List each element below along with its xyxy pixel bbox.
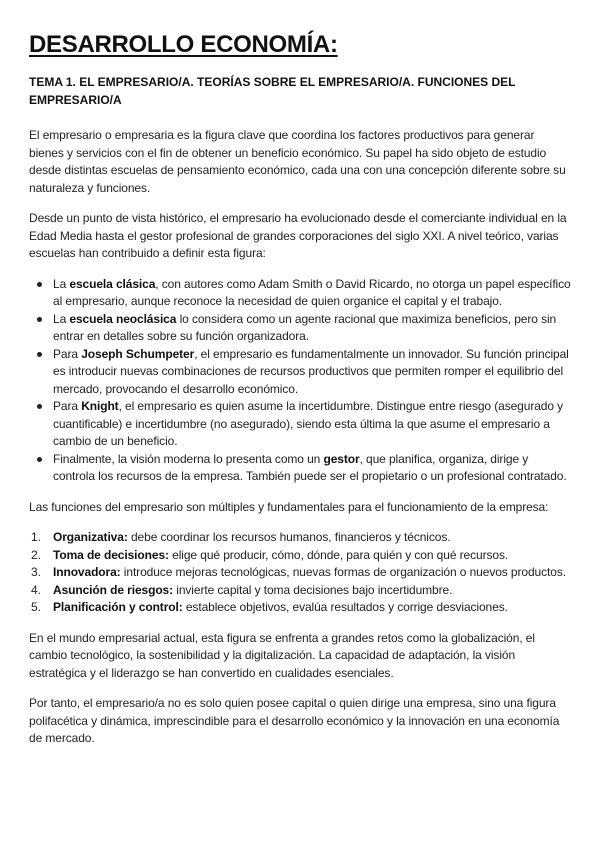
function-item-innovadora: 3. Innovadora: introduce mejoras tecnológicas, nuevas formas de organización o nuevos productos.	[31, 565, 566, 579]
bullet-icon	[37, 317, 42, 322]
school-item-classical: La escuela clásica, con autores como Adam Smith o David Ricardo, no otorga un papel específico al empresario, aunque reconoce la necesidad de quien organice el capital y el trabajo.	[29, 276, 572, 311]
schools-list	[29, 276, 572, 486]
history-paragraph: Desde un punto de vista histórico, el empresario ha evolucionado desde el comerciante individual en la Edad Media hasta el gestor profesional de grandes corporaciones del siglo XXI. A nivel teórico, varias escuelas han contribuido a definir esta figura:	[29, 211, 567, 260]
document-title: DESARROLLO ECONOMÍA:	[29, 31, 338, 58]
conclusion-paragraph: Por tanto, el empresario/a no es solo quien posee capital o quien dirige una empresa, sino una figura polifacética y dinámica, imprescindible para el desarrollo económico y la innovación en una economía de mercado.	[29, 696, 560, 745]
function-item-riesgos: 4. Asunción de riesgos: invierte capital y toma decisiones bajo incertidumbre.	[31, 582, 453, 597]
bullet-icon	[37, 404, 42, 409]
intro-paragraph: El empresario o empresaria es la figura clave que coordina los factores productivos para generar bienes y servicios con el fin de obtener un beneficio económico. Su papel ha sido objeto de estudio desde distintas escuelas de pensamiento económico, cada una con una concepción diferente sobre su naturaleza y funciones.	[29, 128, 566, 195]
bullet-icon	[37, 457, 42, 462]
school-item-neoclassical: La escuela neoclásica lo considera como un agente racional que maximiza beneficios, pero sin entrar en detalles sobre su función organizadora.	[29, 311, 572, 346]
functions-list	[29, 529, 572, 617]
challenges-paragraph: En el mundo empresarial actual, esta figura se enfrenta a grandes retos como la globalización, el cambio tecnológico, la sostenibilidad y la digitalización. La capacidad de adaptación, la visión estratégica y el liderazgo se han convertido en cualidades esenciales.	[29, 630, 535, 680]
functions-intro-paragraph: Las funciones del empresario son múltiples y fundamentales para el funcionamiento de la empresa:	[29, 499, 549, 514]
bullet-icon	[37, 352, 42, 357]
school-item-schumpeter: Para Joseph Schumpeter, el empresario es fundamentalmente un innovador. Su función principal es introducir nuevas combinaciones de recursos productivos que permiten romper el equilibrio del mercado, provocando el desarrollo económico.	[29, 346, 572, 399]
topic-heading: TEMA 1. EL EMPRESARIO/A. TEORÍAS SOBRE EL EMPRESARIO/A. FUNCIONES DEL EMPRESARIO/A	[29, 75, 516, 107]
school-item-knight: Para Knight, el empresario es quien asume la incertidumbre. Distingue entre riesgo (asegurado y cuantificable) e incertidumbre (no asegurado), siendo esta última la que asume el empresario a cambio de un beneficio.	[29, 398, 572, 451]
bullet-icon	[37, 282, 42, 287]
school-item-modern: Finalmente, la visión moderna lo presenta como un gestor, que planifica, organiza, dirige y controla los recursos de la empresa. También puede ser el propietario o un profesional contratado.	[29, 451, 572, 486]
function-item-organizativa: 1. Organizativa: debe coordinar los recursos humanos, financieros y técnicos.	[31, 530, 451, 544]
function-item-decisiones: 2. Toma de decisiones: elige qué producir, cómo, dónde, para quién y con qué recursos.	[31, 547, 509, 562]
function-item-planificacion: 5. Planificación y control: establece objetivos, evalúa resultados y corrige desviaciones.	[31, 600, 508, 614]
